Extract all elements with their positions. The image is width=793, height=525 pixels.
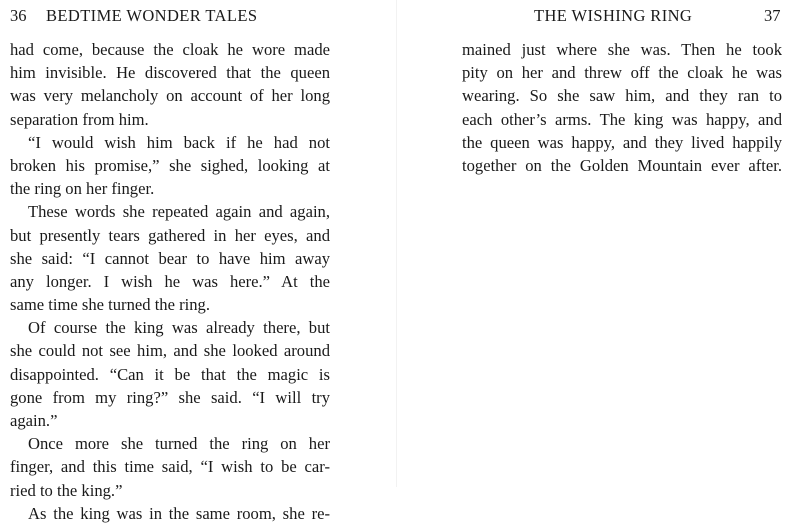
text-line: was very melancholy on account of her long (10, 86, 330, 106)
text-line: ried to the king.” (10, 480, 123, 500)
text-line: wearing. So she saw him, and they ran to (462, 86, 782, 106)
page-number: 37 (764, 6, 781, 25)
running-head: BEDTIME WONDER TALES (46, 6, 258, 25)
text-line: These words she repeated again and again, (28, 202, 330, 222)
text-line: each other’s arms. The king was happy, and (462, 109, 782, 129)
body-text (462, 38, 782, 177)
text-line: disappointed. “Can it be that the magic is (10, 364, 330, 384)
text-line: mained just where she was. Then he took (462, 40, 782, 59)
text-line: she said: “I cannot bear to have him away (10, 248, 330, 268)
text-line: him invisible. He discovered that the queen (10, 63, 330, 83)
text-line: but presently tears gathered in her eyes, and (10, 225, 330, 245)
text-line: any longer. I wish he was here.” At the (10, 271, 330, 291)
text-line: broken his promise,” she sighed, looking at (10, 155, 330, 175)
text-line: she could not see him, and she looked around (10, 341, 330, 361)
text-line: Of course the king was already there, but (28, 318, 330, 338)
text-line: As the king was in the same room, she re- (28, 503, 330, 523)
text-line: finger, and this time said, “I wish to be car- (10, 457, 330, 477)
right-page (397, 0, 793, 487)
page-number: 36 (10, 6, 27, 25)
text-line: the queen was happy, and they lived happily (462, 132, 782, 152)
left-page (0, 0, 396, 523)
text-line: separation from him. (10, 109, 149, 129)
running-head: THE WISHING RING (534, 6, 693, 25)
text-line: had come, because the cloak he wore made (10, 40, 330, 59)
text-line: same time she turned the ring. (10, 295, 210, 315)
text-line: gone from my ring?” she said. “I will try (10, 387, 330, 407)
text-line: “I would wish him back if he had not (28, 132, 330, 152)
text-line: the ring on her finger. (10, 179, 155, 199)
text-line: pity on her and threw off the cloak he was (462, 63, 782, 83)
text-line: together on the Golden Mountain ever after. (462, 155, 782, 175)
text-line: again.” (10, 411, 58, 430)
body-text (10, 38, 330, 525)
text-line: Once more she turned the ring on her (28, 434, 330, 454)
